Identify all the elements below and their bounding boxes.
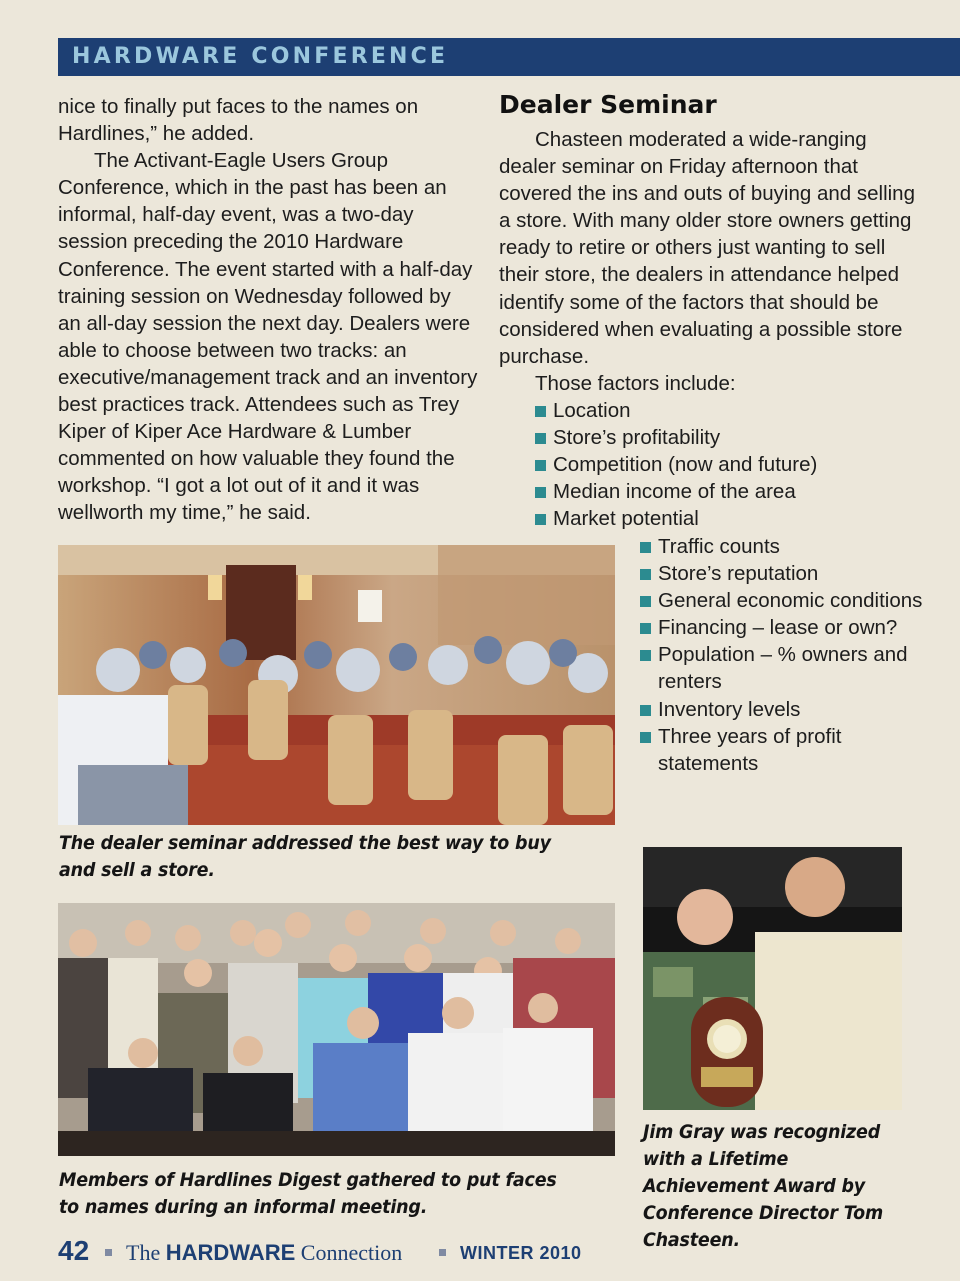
- left-column: [58, 93, 478, 527]
- section-header-bar: [58, 38, 960, 76]
- factor-item: Inventory levels: [640, 696, 930, 723]
- bullet-square-icon: [640, 542, 651, 553]
- factor-item: Store’s reputation: [640, 560, 930, 587]
- factors-list: [499, 397, 929, 532]
- section-title: HARDWARE CONFERENCE: [72, 44, 449, 69]
- bullet-square-icon: [640, 596, 651, 607]
- factor-item: Financing – lease or own?: [640, 614, 930, 641]
- left-paragraph-2: The Activant-Eagle Users Group Conference, which in the past has been an informal, half-day event, was a two-day session preceding the 2010 Hardware Conference. The event started with a half-day training session on Wednesday followed by an all-day session the next day. Dealers were able to choose between two tracks: an executive/management track and an inventory best practices track. Attendees such as Trey Kiper of Kiper Ace Hardware & Lumber commented on how valuable they found the workshop. “I got a lot out of it and it was wellworth my time,” he said.: [58, 149, 478, 525]
- group-photo-caption: Members of Hardlines Digest gathered to put faces to names during an informal meeting.: [59, 1169, 557, 1218]
- issue-date: WINTER 2010: [460, 1243, 582, 1263]
- bullet-square-icon: [535, 460, 546, 471]
- factor-item: Competition (now and future): [535, 451, 929, 478]
- factors-list-continued: [640, 533, 930, 777]
- seminar-photo-caption: The dealer seminar addressed the best way to buy and sell a store.: [59, 832, 551, 881]
- group-photo: [58, 903, 615, 1156]
- separator-square-icon: [439, 1249, 446, 1256]
- left-paragraph-1: nice to finally put faces to the names on Hardlines,” he added.: [58, 95, 419, 146]
- bullet-square-icon: [640, 623, 651, 634]
- magazine-name: The HARDWARE Connection: [126, 1240, 403, 1265]
- factor-item: Traffic counts: [640, 533, 930, 560]
- bullet-square-icon: [535, 514, 546, 525]
- bullet-square-icon: [640, 569, 651, 580]
- factor-item: General economic conditions: [640, 587, 930, 614]
- factor-item: Store’s profitability: [535, 424, 929, 451]
- award-photo-caption: Jim Gray was recognized with a Lifetime Achievement Award by Conference Director Tom Chasteen.: [643, 1121, 884, 1251]
- bullet-square-icon: [535, 487, 546, 498]
- dealer-seminar-heading: Dealer Seminar: [499, 90, 717, 119]
- factor-item: Three years of profit statements: [640, 723, 930, 777]
- factor-item: Median income of the area: [535, 478, 929, 505]
- bullet-square-icon: [535, 433, 546, 444]
- bullet-square-icon: [640, 732, 651, 743]
- right-paragraph-2: Those factors include:: [535, 371, 736, 395]
- seminar-photo: [58, 545, 615, 825]
- bullet-square-icon: [640, 650, 651, 661]
- right-paragraph-1: Chasteen moderated a wide-ranging dealer seminar on Friday afternoon that covered the ins and outs of buying and selling a store. With many older store owners getting ready to retire or others just wanting to sell their store, the dealers in attendance helped identify some of the factors that should be considered when evaluating a possible store purchase.: [499, 128, 915, 368]
- award-photo: [643, 847, 902, 1110]
- separator-square-icon: [105, 1249, 112, 1256]
- factor-item: Population – % owners and renters: [640, 641, 930, 695]
- factor-item: Location: [535, 397, 929, 424]
- bullet-square-icon: [640, 705, 651, 716]
- factor-item: Market potential: [535, 505, 929, 532]
- page-number: 42: [58, 1235, 90, 1266]
- bullet-square-icon: [535, 406, 546, 417]
- right-column: [499, 126, 929, 532]
